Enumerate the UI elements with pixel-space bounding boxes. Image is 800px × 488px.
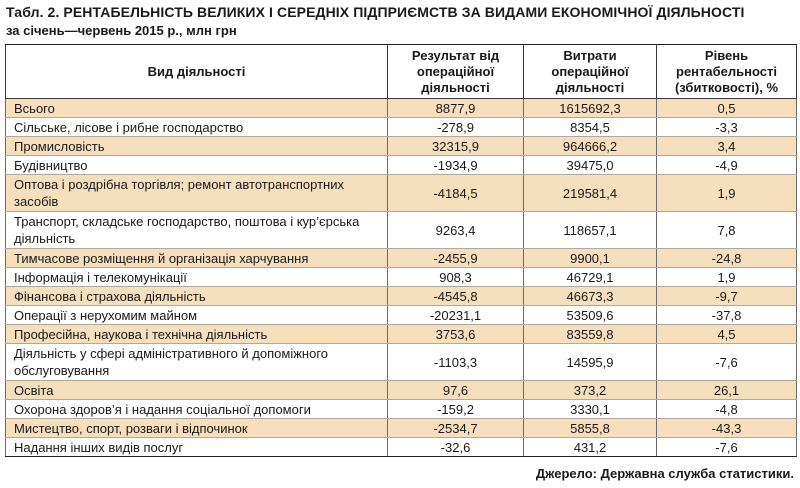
row-result: -4184,5 — [388, 175, 524, 212]
row-level: -4,8 — [657, 400, 797, 419]
row-costs: 118657,1 — [524, 212, 657, 249]
row-costs: 1615692,3 — [524, 99, 657, 118]
row-level: 0,5 — [657, 99, 797, 118]
row-activity: Операції з нерухомим майном — [6, 306, 388, 325]
row-result: 3753,6 — [388, 325, 524, 344]
row-level: -9,7 — [657, 287, 797, 306]
row-activity: Діяльність у сфері адміністративного й допоміжного обслуговування — [6, 344, 388, 381]
row-result: -4545,8 — [388, 287, 524, 306]
row-level: -24,8 — [657, 249, 797, 268]
row-level: 4,5 — [657, 325, 797, 344]
row-level: -4,9 — [657, 156, 797, 175]
row-level: -43,3 — [657, 419, 797, 438]
row-activity: Надання інших видів послуг — [6, 438, 388, 457]
row-costs: 39475,0 — [524, 156, 657, 175]
row-costs: 9900,1 — [524, 249, 657, 268]
row-costs: 219581,4 — [524, 175, 657, 212]
row-result: -278,9 — [388, 118, 524, 137]
row-result: -2534,7 — [388, 419, 524, 438]
row-level: 1,9 — [657, 268, 797, 287]
table-row — [6, 325, 797, 344]
row-result: 8877,9 — [388, 99, 524, 118]
row-result: -1934,9 — [388, 156, 524, 175]
row-result: 97,6 — [388, 381, 524, 400]
row-costs: 53509,6 — [524, 306, 657, 325]
table-row — [6, 438, 797, 457]
row-costs: 8354,5 — [524, 118, 657, 137]
row-costs: 5855,8 — [524, 419, 657, 438]
header-row — [6, 45, 797, 99]
header-profitability-level: Рівень рентабельності (збитковості), % — [657, 45, 797, 99]
table-row — [6, 249, 797, 268]
row-level: -37,8 — [657, 306, 797, 325]
table-row — [6, 212, 797, 249]
row-level: 7,8 — [657, 212, 797, 249]
header-operating-costs: Витрати операційної діяльності — [524, 45, 657, 99]
table-row — [6, 306, 797, 325]
row-activity: Тимчасове розміщення й організація харчування — [6, 249, 388, 268]
table-row — [6, 99, 797, 118]
row-result: 908,3 — [388, 268, 524, 287]
row-result: -1103,3 — [388, 344, 524, 381]
row-activity: Фінансова і страхова діяльність — [6, 287, 388, 306]
row-costs: 46729,1 — [524, 268, 657, 287]
row-activity: Оптова і роздрібна торгівля; ремонт автотранспортних засобів — [6, 175, 388, 212]
profitability-table — [5, 44, 797, 457]
row-activity: Мистецтво, спорт, розваги і відпочинок — [6, 419, 388, 438]
table-title: Табл. 2. РЕНТАБЕЛЬНІСТЬ ВЕЛИКИХ І СЕРЕДНІХ ПІДПРИЄМСТВ ЗА ВИДАМИ ЕКОНОМІЧНОЇ ДІЯЛЬНОСТІ — [6, 4, 745, 20]
row-costs: 14595,9 — [524, 344, 657, 381]
row-level: 3,4 — [657, 137, 797, 156]
row-result: -159,2 — [388, 400, 524, 419]
row-level: -7,6 — [657, 438, 797, 457]
row-level: 26,1 — [657, 381, 797, 400]
row-level: -7,6 — [657, 344, 797, 381]
row-activity: Сільське, лісове і рибне господарство — [6, 118, 388, 137]
row-activity: Транспорт, складське господарство, поштова і кур’єрська діяльність — [6, 212, 388, 249]
table-row — [6, 400, 797, 419]
row-activity: Охорона здоров’я і надання соціальної допомоги — [6, 400, 388, 419]
row-costs: 3330,1 — [524, 400, 657, 419]
row-activity: Промисловість — [6, 137, 388, 156]
table-row — [6, 268, 797, 287]
row-result: 9263,4 — [388, 212, 524, 249]
table-subtitle: за січень—червень 2015 р., млн грн — [6, 23, 237, 38]
row-activity: Освіта — [6, 381, 388, 400]
table-row — [6, 137, 797, 156]
row-result: -32,6 — [388, 438, 524, 457]
row-costs: 83559,8 — [524, 325, 657, 344]
table-row — [6, 175, 797, 212]
row-result: -2455,9 — [388, 249, 524, 268]
table-row — [6, 287, 797, 306]
header-activity: Вид діяльності — [6, 45, 388, 99]
row-costs: 373,2 — [524, 381, 657, 400]
table-row — [6, 381, 797, 400]
source-note: Джерело: Державна служба статистики. — [535, 466, 794, 481]
row-activity: Інформація і телекомунікації — [6, 268, 388, 287]
row-costs: 964666,2 — [524, 137, 657, 156]
row-result: 32315,9 — [388, 137, 524, 156]
row-level: -3,3 — [657, 118, 797, 137]
row-level: 1,9 — [657, 175, 797, 212]
table-row — [6, 344, 797, 381]
table-row — [6, 419, 797, 438]
row-activity: Професійна, наукова і технічна діяльність — [6, 325, 388, 344]
table-row — [6, 118, 797, 137]
row-result: -20231,1 — [388, 306, 524, 325]
row-costs: 46673,3 — [524, 287, 657, 306]
header-operating-result: Результат від операційної діяльності — [388, 45, 524, 99]
row-costs: 431,2 — [524, 438, 657, 457]
row-activity: Всього — [6, 99, 388, 118]
table-row — [6, 156, 797, 175]
row-activity: Будівництво — [6, 156, 388, 175]
